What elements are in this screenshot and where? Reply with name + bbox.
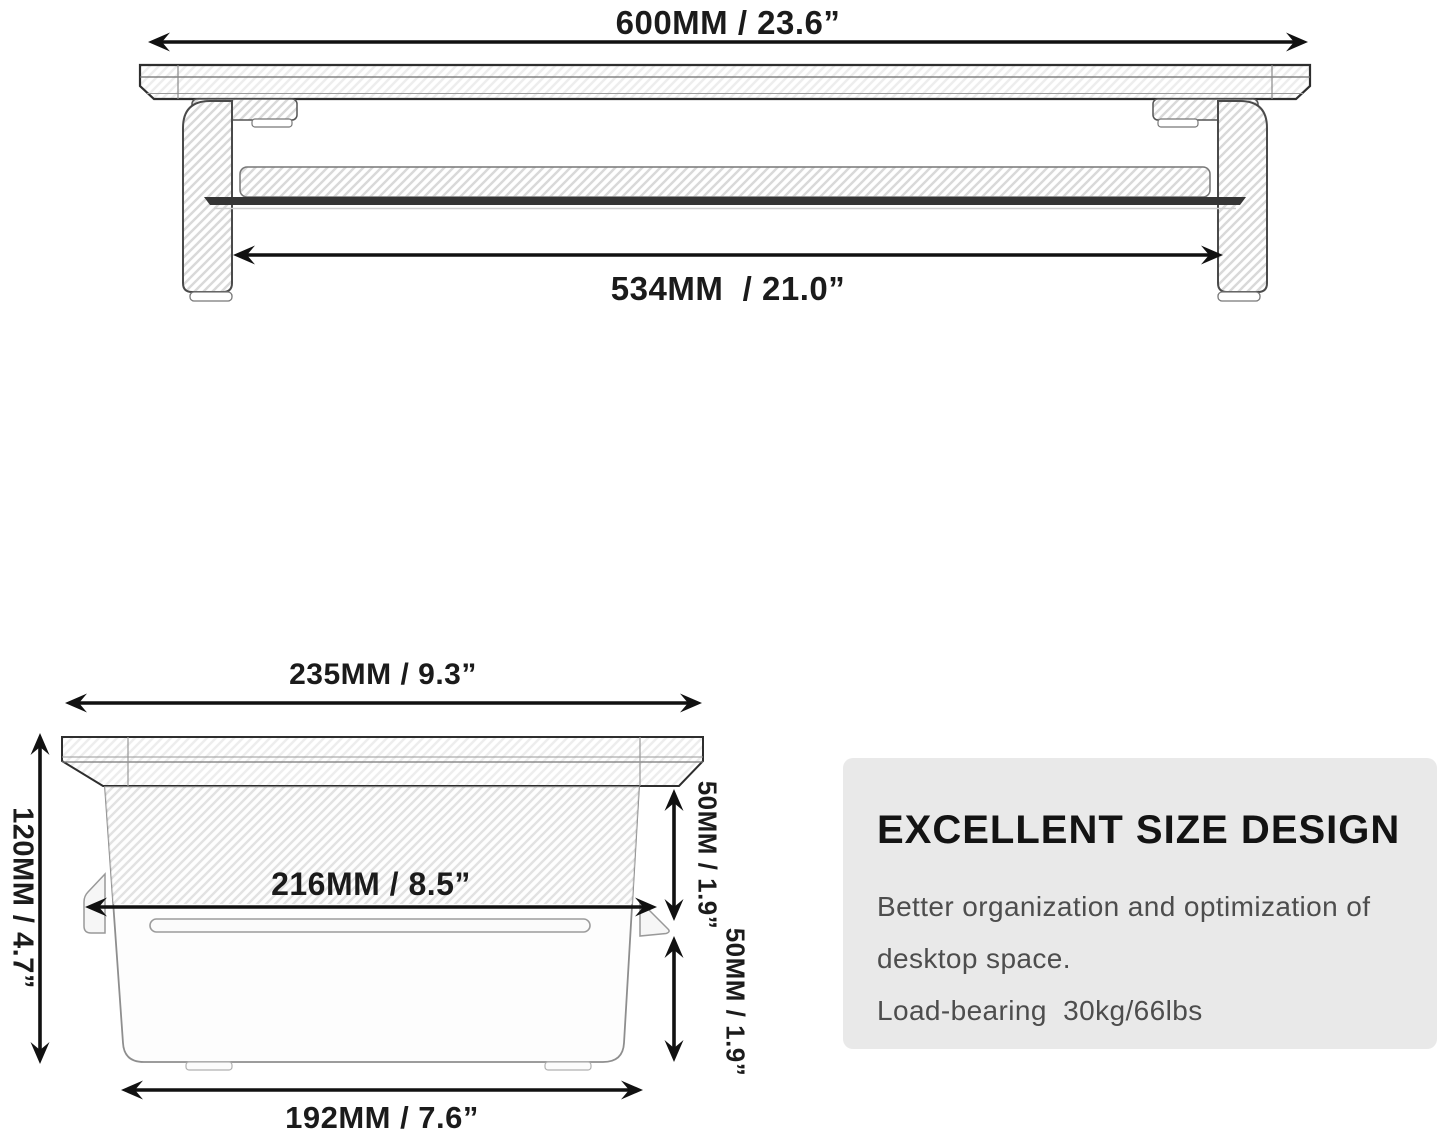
side-foot-right [545, 1062, 591, 1070]
info-box [843, 758, 1437, 1049]
middle-shelf-front [204, 167, 1246, 209]
info-line-3: Load-bearing 30kg/66lbs [877, 995, 1203, 1026]
dimension-arrow-534mm [233, 246, 1223, 265]
front-view-drawing [140, 33, 1310, 302]
dimension-arrow-192mm [121, 1081, 643, 1100]
side-foot-left [186, 1062, 232, 1070]
label-overall-width: 600MM / 23.6” [615, 4, 841, 41]
dimension-arrow-50mm-upper [665, 789, 684, 921]
right-foot [1218, 292, 1260, 301]
top-platform-side [62, 737, 703, 786]
label-top-depth: 235MM / 9.3” [289, 658, 477, 691]
info-line-2: desktop space. [877, 943, 1071, 974]
label-shelf-depth: 216MM / 8.5” [271, 866, 471, 902]
left-foot [190, 292, 232, 301]
label-inner-shelf-width: 534MM / 21.0” [610, 270, 846, 307]
stand-body-side [84, 787, 669, 1070]
info-box-title: EXCELLENT SIZE DESIGN [877, 808, 1401, 852]
shelf-front-edge [204, 197, 1246, 205]
label-base-depth: 192MM / 7.6” [285, 1100, 479, 1135]
label-overall-height: 120MM / 4.7” [6, 807, 39, 989]
label-upper-clearance: 50MM / 1.9” [692, 780, 723, 930]
info-line-1: Better organization and optimization of [877, 891, 1371, 922]
info-box-body [877, 881, 1403, 1037]
top-platform-front [140, 65, 1310, 99]
label-lower-clearance: 50MM / 1.9” [720, 927, 751, 1077]
dimension-arrow-235mm [65, 694, 702, 713]
dimension-arrow-50mm-lower [665, 936, 684, 1062]
shelf-slot [150, 919, 590, 932]
